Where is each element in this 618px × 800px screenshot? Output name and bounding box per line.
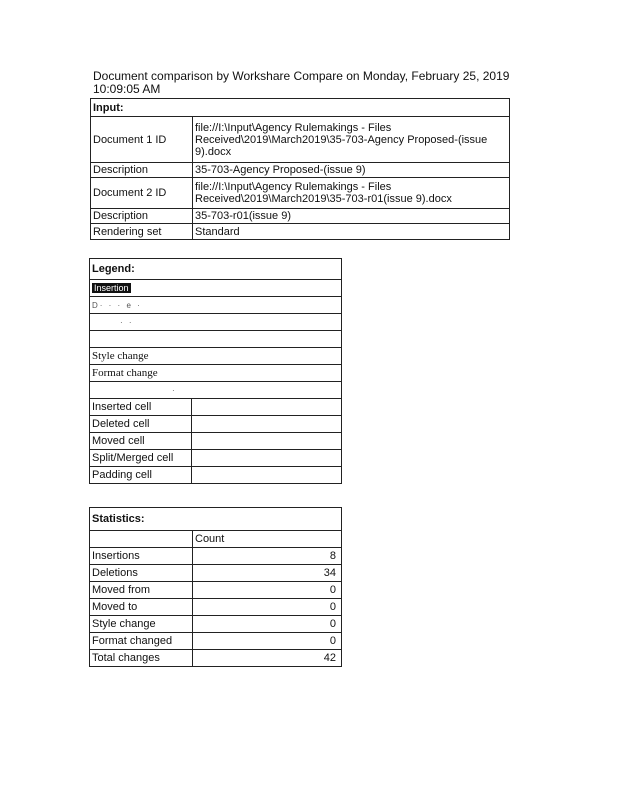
legend-moved-cell-swatch: [192, 433, 342, 450]
legend-moved-to: [90, 331, 342, 348]
stat-count: 0: [193, 599, 342, 616]
statistics-count-header: Count: [193, 531, 342, 548]
rendering-set-label: Rendering set: [91, 224, 193, 240]
document-1-id-value: file://I:\Input\Agency Rulemakings - Files Received\2019\March2019\35-703-Agency Proposed-(issue 9).docx: [193, 117, 510, 163]
description-2-label: Description: [91, 209, 193, 224]
stat-name: Total changes: [90, 650, 193, 667]
input-header: Input:: [91, 99, 510, 117]
statistics-header: Statistics:: [90, 508, 342, 531]
document-1-id-label: Document 1 ID: [91, 117, 193, 163]
stat-name: Format changed: [90, 633, 193, 650]
stat-name: Deletions: [90, 565, 193, 582]
legend-format-change: [90, 365, 342, 382]
legend-deletion: [90, 297, 342, 314]
legend-insertion: [90, 280, 342, 297]
legend-style-change: [90, 348, 342, 365]
statistics-table: [89, 507, 342, 667]
stat-count: 0: [193, 633, 342, 650]
legend-split-merged-cell-swatch: [192, 450, 342, 467]
legend-table: [89, 258, 342, 484]
rendering-set-value: Standard: [193, 224, 510, 240]
legend-format-change-sample: Format change: [92, 367, 158, 379]
title-line-2: 10:09:05 AM: [93, 82, 161, 96]
stat-name: Insertions: [90, 548, 193, 565]
legend-padding-cell: Padding cell: [90, 467, 192, 484]
legend-insertion-sample: Insertion: [94, 283, 129, 293]
legend-inserted-cell-swatch: [192, 399, 342, 416]
stat-count: 0: [193, 616, 342, 633]
legend-moved-cell: Moved cell: [90, 433, 192, 450]
stat-name: Moved to: [90, 599, 193, 616]
stat-count: 34: [193, 565, 342, 582]
document-2-id-value: file://I:\Input\Agency Rulemakings - Files Received\2019\March2019\35-703-r01(issue 9).docx: [193, 178, 510, 209]
legend-header: Legend:: [90, 259, 342, 280]
title-line-1: Document comparison by Workshare Compare on Monday, February 25, 2019: [93, 69, 510, 83]
legend-deleted-cell: Deleted cell: [90, 416, 192, 433]
stat-name: Style change: [90, 616, 193, 633]
legend-moved-from-sample: · ·: [120, 318, 134, 327]
legend-moved-deletion: [90, 382, 342, 399]
legend-inserted-cell: Inserted cell: [90, 399, 192, 416]
description-1-label: Description: [91, 163, 193, 178]
stat-name: Moved from: [90, 582, 193, 599]
description-2-value: 35-703-r01(issue 9): [193, 209, 510, 224]
statistics-blank-header: [90, 531, 193, 548]
document-2-id-label: Document 2 ID: [91, 178, 193, 209]
legend-moved-deletion-sample: ·: [172, 386, 177, 395]
legend-style-change-sample: Style change: [92, 350, 149, 362]
legend-padding-cell-swatch: [192, 467, 342, 484]
legend-deleted-cell-swatch: [192, 416, 342, 433]
legend-deletion-sample: D· · · e ·: [92, 301, 142, 310]
legend-moved-from: [90, 314, 342, 331]
stat-count: 42: [193, 650, 342, 667]
document-title: [93, 70, 533, 96]
stat-count: 0: [193, 582, 342, 599]
input-table: [90, 98, 510, 240]
description-1-value: 35-703-Agency Proposed-(issue 9): [193, 163, 510, 178]
stat-count: 8: [193, 548, 342, 565]
legend-split-merged-cell: Split/Merged cell: [90, 450, 192, 467]
